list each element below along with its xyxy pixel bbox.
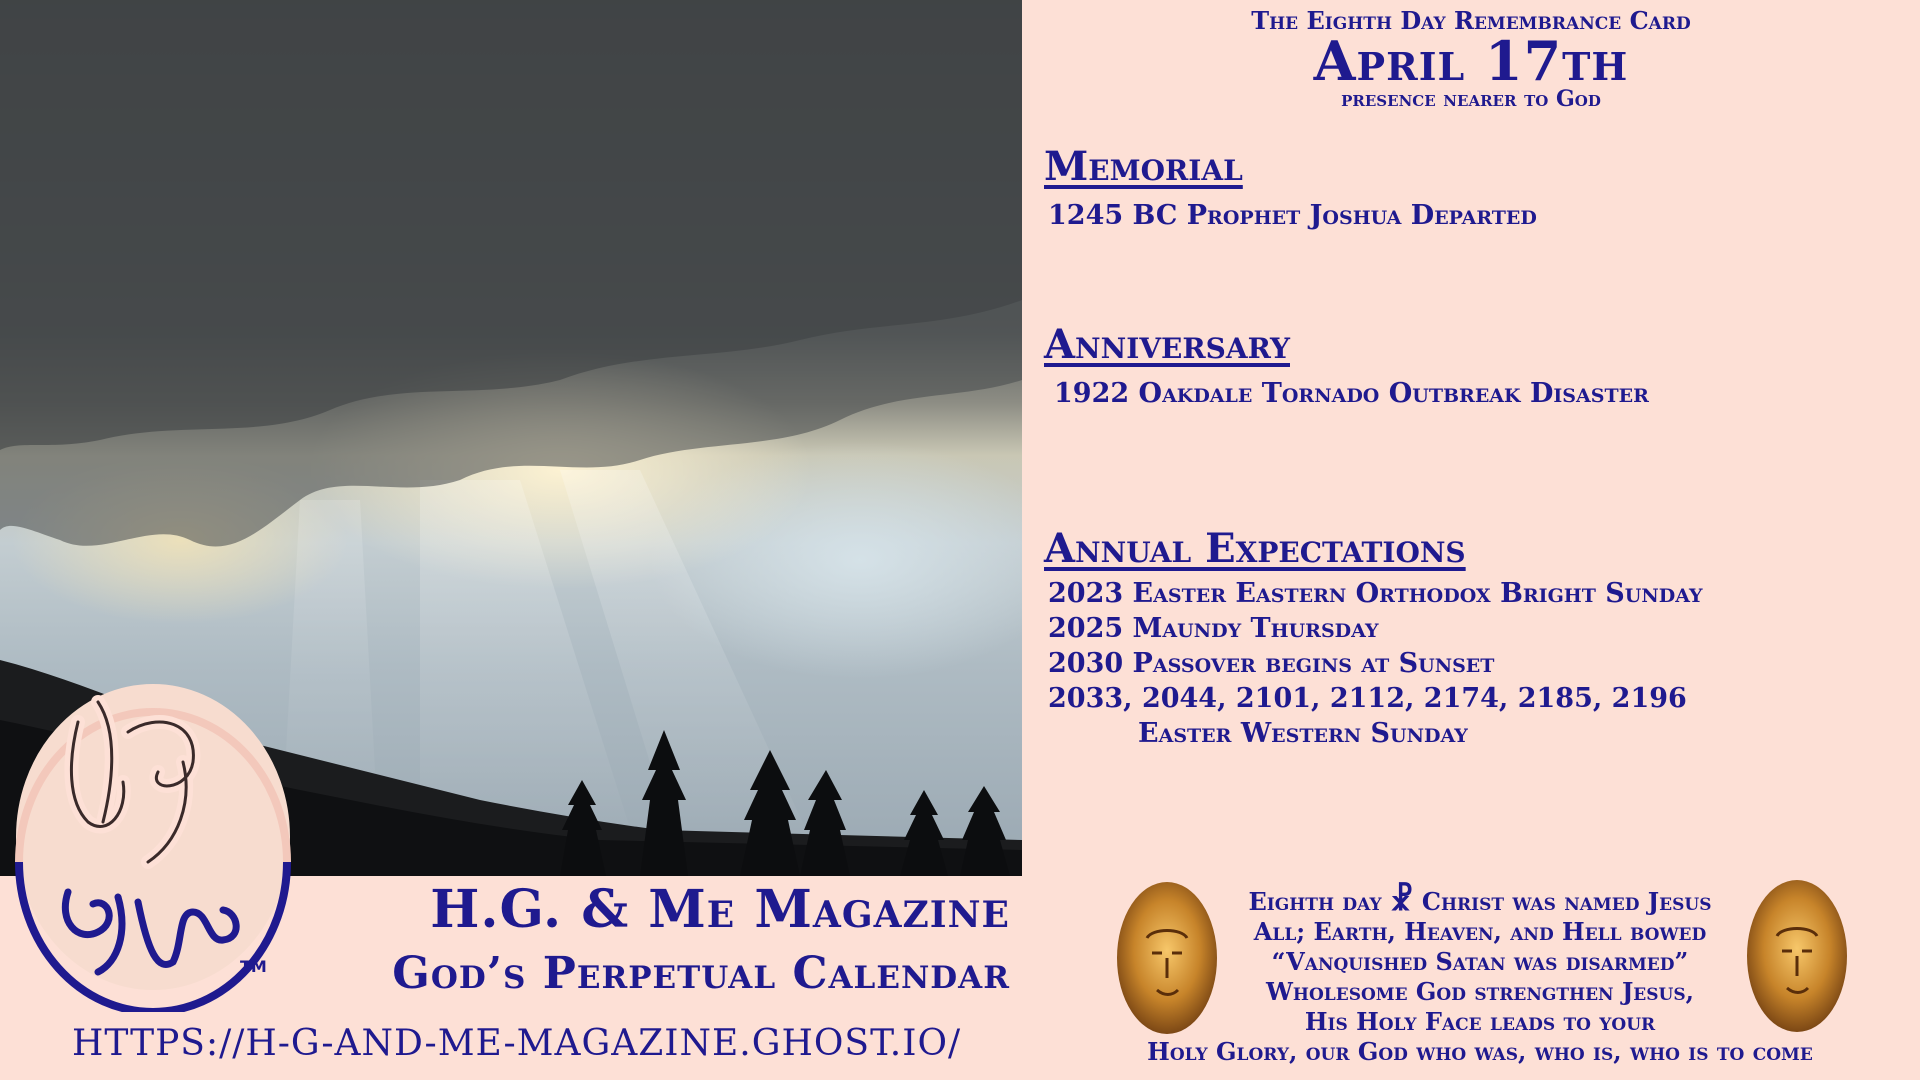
- verse-line-1-end: Christ was named Jesus: [1421, 887, 1712, 916]
- annual-item-2023: 2023 Easter Eastern Orthodox Bright Sunday: [1048, 578, 1703, 609]
- verse-line-1-start: Eighth day: [1248, 887, 1382, 916]
- magazine-url-link[interactable]: HTTPS://H-G-AND-ME-MAGAZINE.GHOST.IO/: [72, 1023, 962, 1064]
- verse-line-1: [1100, 883, 1860, 918]
- chi-rho-icon: ☧: [1389, 883, 1414, 918]
- verse-line-2: All; Earth, Heaven, and Hell bowed: [1253, 917, 1707, 946]
- verse-block: [1100, 883, 1860, 1067]
- memorial-heading: Memorial: [1044, 143, 1243, 190]
- memorial-item: 1245 BC Prophet Joshua Departed: [1048, 200, 1537, 231]
- card-date: April 17th: [1313, 29, 1629, 93]
- verse-line-3: “Vanquished Satan was disarmed”: [1271, 947, 1689, 976]
- annual-expectations-heading: Annual Expectations: [1044, 525, 1466, 572]
- trademark-mark: TM: [240, 957, 267, 976]
- annual-item-2030: 2030 Passover begins at Sunset: [1048, 648, 1495, 679]
- verse-line-5: His Holy Face leads to your: [1304, 1007, 1656, 1036]
- verse-line-6: Holy Glory, our God who was, who is, who is to come: [1147, 1037, 1813, 1066]
- anniversary-item: 1922 Oakdale Tornado Outbreak Disaster: [1054, 378, 1649, 409]
- annual-item-2025: 2025 Maundy Thursday: [1048, 613, 1379, 644]
- hg-and-me-logo: [8, 672, 298, 1012]
- annual-item-western-easter: Easter Western Sunday: [1138, 718, 1468, 749]
- annual-item-western-years: 2033, 2044, 2101, 2112, 2174, 2185, 2196: [1048, 683, 1687, 714]
- card-label: The Eighth Day Remembrance Card: [1251, 6, 1691, 35]
- card-tagline: presence nearer to God: [1341, 86, 1601, 112]
- hg-and-me-logo-art: [8, 672, 298, 1012]
- anniversary-heading: Anniversary: [1044, 321, 1290, 368]
- magazine-title: H.G. & Me Magazine: [430, 879, 1010, 940]
- calendar-title: God’s Perpetual Calendar: [392, 948, 1010, 999]
- verse-line-4: Wholesome God strengthen Jesus,: [1265, 977, 1695, 1006]
